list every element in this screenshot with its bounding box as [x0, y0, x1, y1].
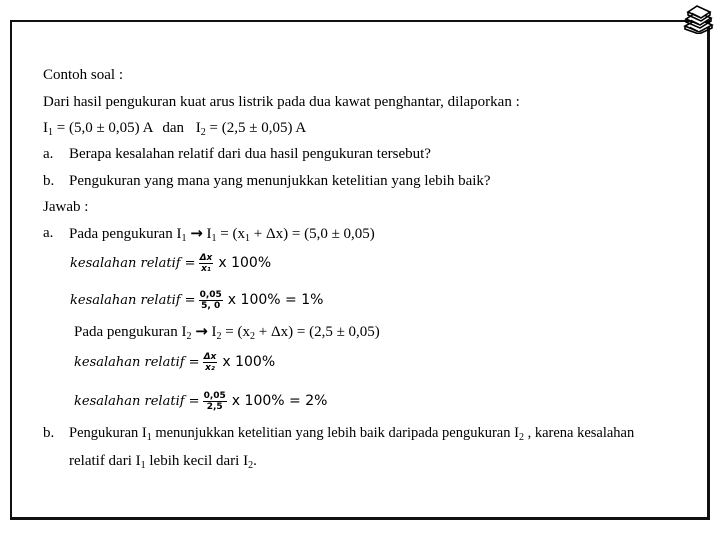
arrow-icon: → — [190, 224, 203, 242]
fraction-3: $\frac{\Delta x}{\text{x₂}}$ — [203, 352, 217, 373]
given-values — [43, 119, 306, 137]
answer-b-marker: b. — [43, 425, 55, 441]
formula-4: kesalahan relatif = $\frac{0,05}{2,5}$ x 100% = 2% — [74, 391, 328, 412]
answer-a-line2: Pada pengukuran $I_2 \to I_2 = (x_2 + \Delta x) = (2,5 \pm 0,05)$ — [74, 322, 380, 342]
i1-value: = (5,0 ± 0,05) A — [53, 120, 153, 136]
i1-label: $I_1$ — [43, 120, 53, 138]
arrow-icon: → — [195, 322, 208, 340]
formula-3: kesalahan relatif = $\frac{\Delta x}{\text{x₂}}$ x 100% — [74, 352, 276, 373]
question-a-marker: a. — [43, 146, 54, 162]
books-stack-icon — [682, 4, 714, 34]
answer-a-line1: a. Pada pengukuran $I_1 \to I_1 = (x_1 + \Delta x) = (5,0 \pm 0,05)$ — [43, 224, 375, 244]
fraction-1: $\frac{\Delta x}{\text{x₁}}$ — [199, 253, 213, 274]
question-a — [43, 145, 431, 163]
fraction-2: $\frac{0,05}{5, 0}$ — [199, 290, 222, 311]
i2-label: $I_2$ — [195, 120, 206, 138]
i2-value: = (2,5 ± 0,05) A — [205, 120, 307, 136]
question-b-marker: b. — [43, 173, 55, 189]
question-b-text: Pengukuran yang mana yang menunjukkan ketelitian yang lebih baik? — [69, 173, 491, 189]
intro-text: Dari hasil pengukuran kuat arus listrik pada dua kawat penghantar, dilaporkan : — [43, 94, 520, 110]
formula-1: kesalahan relatif = $\frac{\Delta x}{\text{x₁}}$ x 100% — [70, 253, 272, 274]
fraction-4: $\frac{0,05}{2,5}$ — [203, 391, 226, 412]
answer-a-marker: a. — [43, 225, 54, 241]
answer-heading: Jawab : — [43, 199, 89, 215]
answer-b-line1: b. Pengukuran $I_1$ menunjukkan ketelitian yang lebih baik daripada pengukuran $I_2$ , karena kesalahan — [43, 425, 635, 443]
answer-b-line2: relatif dari $I_1$ lebih kecil dari $I_2$. — [69, 453, 257, 471]
conjunction: dan — [162, 120, 185, 136]
question-a-text: Berapa kesalahan relatif dari dua hasil pengukuran tersebut? — [69, 146, 431, 162]
question-b — [43, 172, 491, 190]
formula-2: kesalahan relatif = $\frac{0,05}{5, 0}$ x 100% = 1% — [70, 290, 324, 311]
heading: Contoh soal : — [43, 67, 124, 83]
